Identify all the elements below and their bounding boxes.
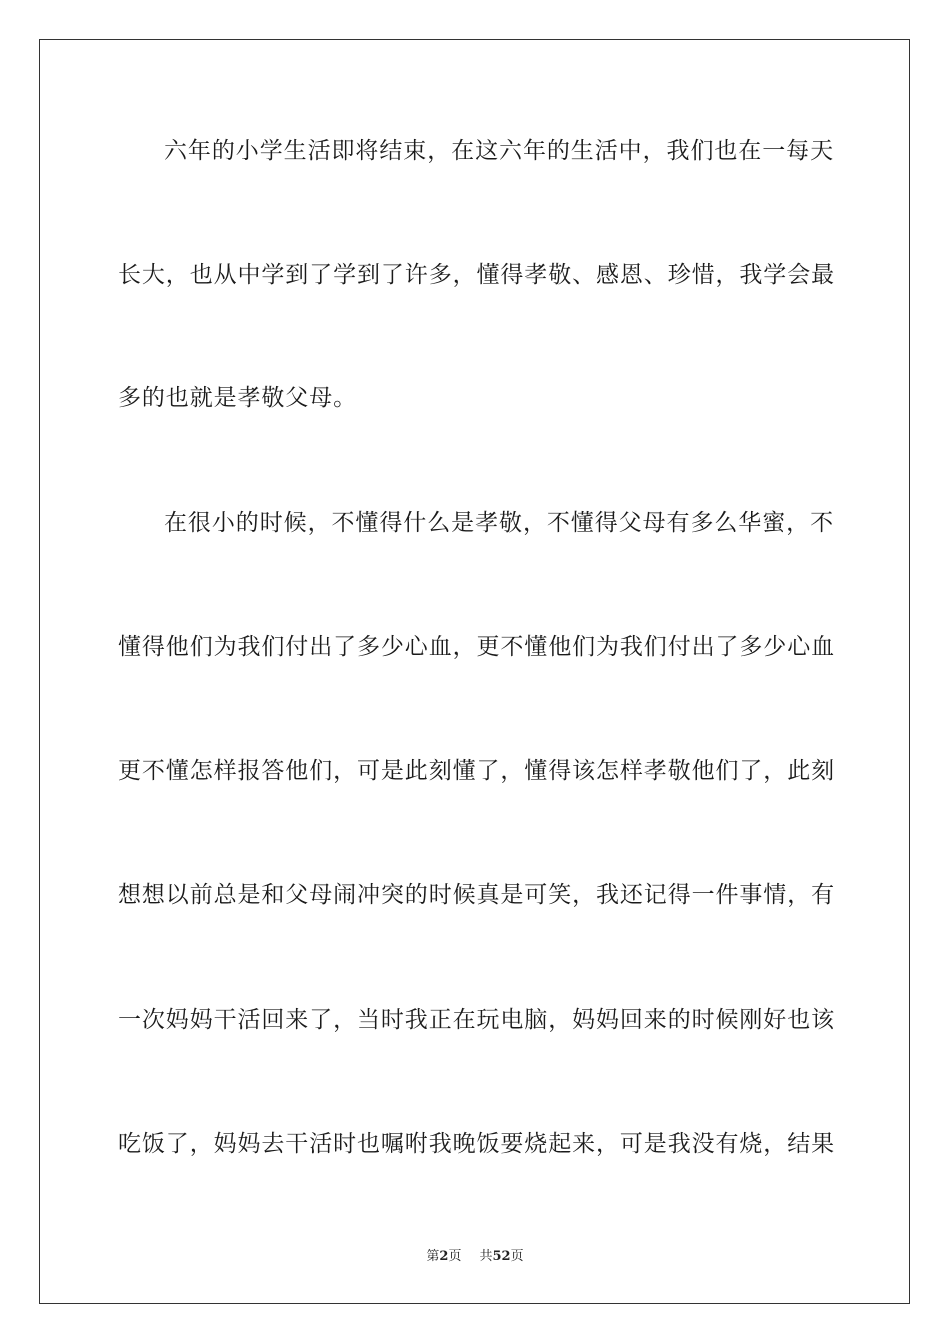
- paragraph-1-line-3: 多的也就是孝敬父母。: [118, 385, 357, 411]
- paragraph-2-line-1: 在很小的时候，不懂得什么是孝敬，不懂得父母有多么华蜜，不: [164, 510, 834, 536]
- footer-total-prefix: 共: [479, 1249, 493, 1264]
- footer-page-prefix: 第: [426, 1249, 440, 1264]
- paragraph-2-line-5: 一次妈妈干活回来了，当时我正在玩电脑，妈妈回来的时候刚好也该: [118, 1007, 835, 1033]
- paragraph-2-line-2: 懂得他们为我们付出了多少心血，更不懂他们为我们付出了多少心血: [118, 634, 835, 660]
- paragraph-1-line-2: 长大，也从中学到了学到了许多，懂得孝敬、感恩、珍惜，我学会最: [118, 262, 835, 288]
- footer-page-suffix: 页: [448, 1249, 462, 1264]
- footer-total-pages: 52: [492, 1249, 511, 1264]
- paragraph-2-line-6: 吃饭了，妈妈去干活时也嘱咐我晚饭要烧起来，可是我没有烧，结果: [118, 1131, 835, 1157]
- page-border: [39, 39, 910, 1304]
- paragraph-1-line-1: 六年的小学生活即将结束，在这六年的生活中，我们也在一每天: [164, 138, 834, 164]
- page-footer: [0, 1248, 950, 1266]
- footer-page-number: 2: [439, 1249, 449, 1264]
- paragraph-2-line-4: 想想以前总是和父母闹冲突的时候真是可笑，我还记得一件事情，有: [118, 882, 835, 908]
- footer-total-suffix: 页: [510, 1249, 524, 1264]
- paragraph-2-line-3: 更不懂怎样报答他们，可是此刻懂了，懂得该怎样孝敬他们了，此刻: [118, 758, 835, 784]
